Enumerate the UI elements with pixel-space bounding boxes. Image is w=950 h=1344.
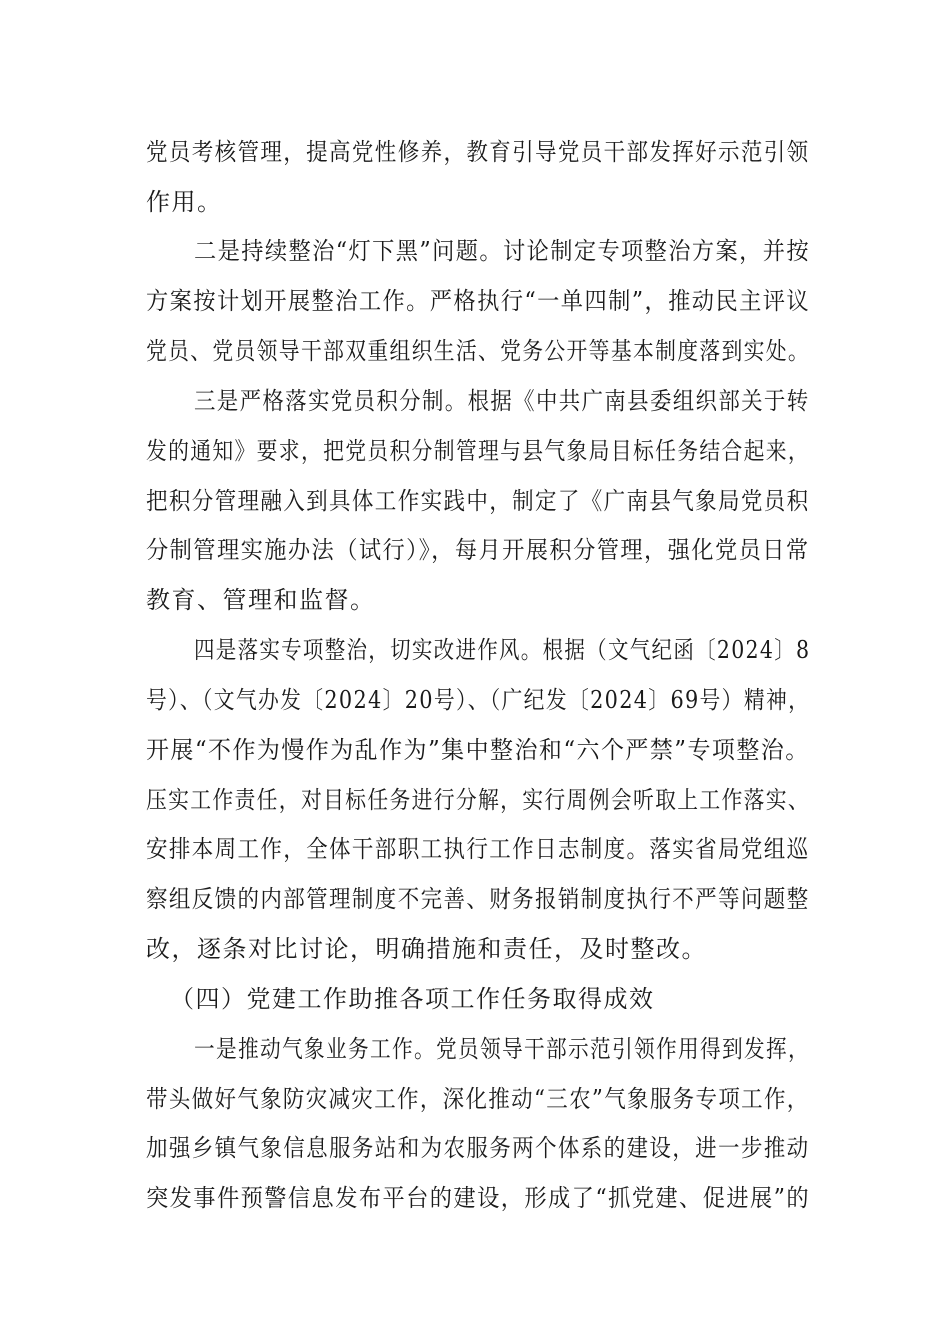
- paragraph-line: 一是推动气象业务工作。党员领导干部示范引领作用得到发挥，: [194, 1035, 810, 1063]
- paragraph-line: 方案按计划开展整治工作。严格执行“一单四制”，推动民主评议: [146, 287, 811, 315]
- paragraph-line: 察组反馈的内部管理制度不完善、财务报销制度执行不严等问题整: [146, 885, 810, 913]
- paragraph-line: 党员、党员领导干部双重组织生活、党务公开等基本制度落到实处。: [146, 337, 811, 365]
- paragraph-line: 作用。: [146, 188, 223, 216]
- paragraph-line: 二是持续整治“灯下黑”问题。讨论制定专项整治方案，并按: [194, 237, 811, 265]
- paragraph-line: 号）、（文气办发〔2024〕20号）、（广纪发〔2024〕69号）精神，: [146, 686, 811, 714]
- paragraph-line: 开展“不作为慢作为乱作为”集中整治和“六个严禁”专项整治。: [146, 736, 810, 764]
- paragraph-line: 党员考核管理，提高党性修养，教育引导党员干部发挥好示范引领: [146, 138, 810, 166]
- section-heading: （四）党建工作助推各项工作任务取得成效: [170, 985, 655, 1013]
- paragraph-line: 突发事件预警信息发布平台的建设，形成了“抓党建、促进展”的: [146, 1184, 811, 1212]
- paragraph-line: 分制管理实施办法（试行）》，每月开展积分管理，强化党员日常: [146, 536, 810, 564]
- paragraph-line: 发的通知》要求，把党员积分制管理与县气象局目标任务结合起来，: [146, 437, 811, 465]
- paragraph-line: 把积分管理融入到具体工作实践中，制定了《广南县气象局党员积: [146, 487, 810, 515]
- paragraph-line: 带头做好气象防灾减灾工作，深化推动“三农”气象服务专项工作，: [146, 1085, 810, 1113]
- paragraph-line: 压实工作责任，对目标任务进行分解，实行周例会听取上工作落实、: [146, 786, 811, 814]
- paragraph-line: 安排本周工作，全体干部职工执行工作日志制度。落实省局党组巡: [146, 835, 810, 863]
- paragraph-line: 四是落实专项整治，切实改进作风。根据（文气纪函〔2024〕8: [194, 636, 811, 664]
- paragraph-line: 教育、管理和监督。: [146, 586, 376, 614]
- paragraph-line: 三是严格落实党员积分制。根据《中共广南县委组织部关于转: [194, 387, 810, 415]
- paragraph-line: 加强乡镇气象信息服务站和为农服务两个体系的建设，进一步推动: [146, 1134, 810, 1162]
- paragraph-line: 改，逐条对比讨论，明确措施和责任，及时整改。: [146, 935, 707, 963]
